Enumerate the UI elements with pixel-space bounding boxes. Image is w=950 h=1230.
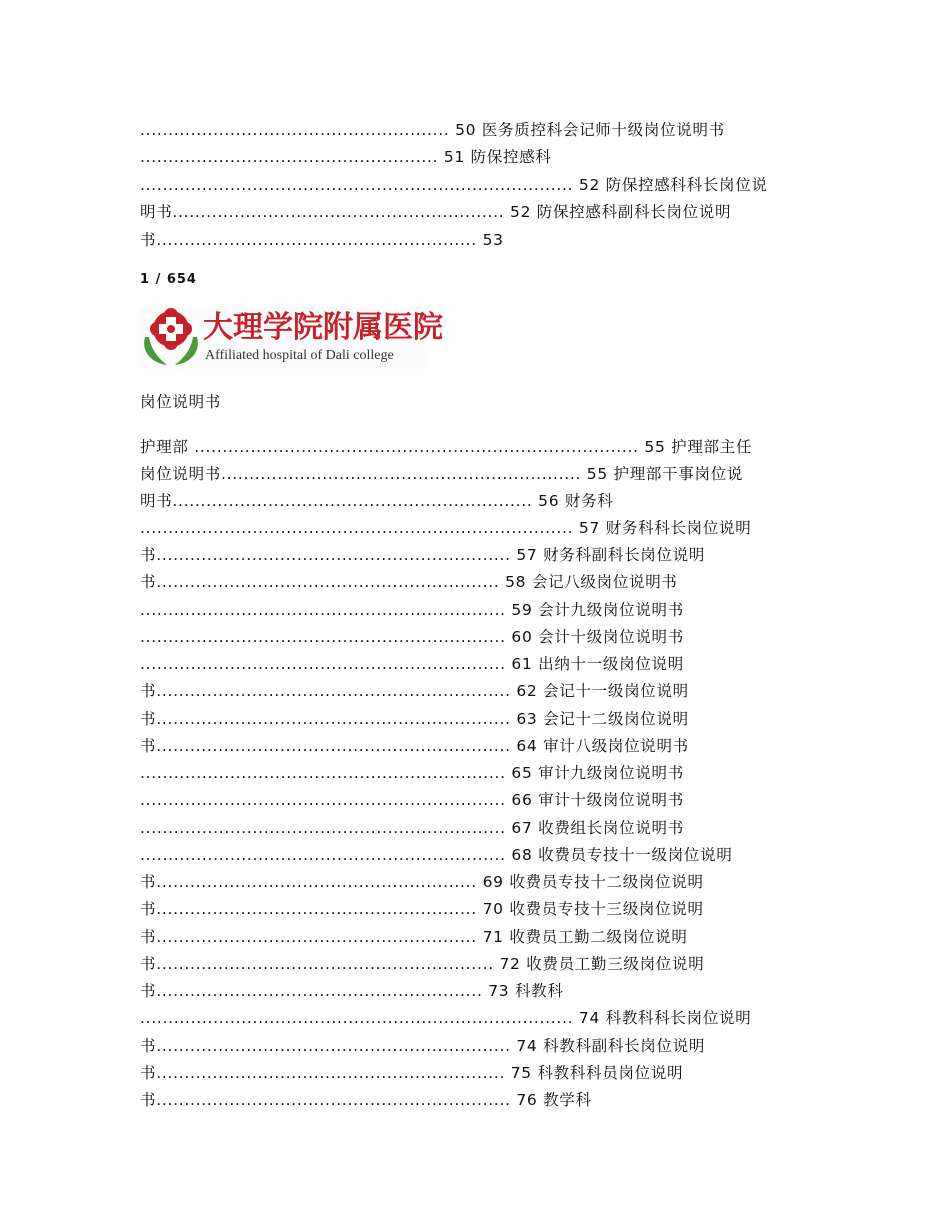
- toc-line: ............................................................................. 74 科教科科长岗位说明: [140, 1009, 752, 1027]
- toc-line: 护理部 ............................................................................... 55 护理部主任: [140, 438, 753, 456]
- toc-line: ................................................................. 68 收费员专技十一级岗位说明: [140, 846, 733, 864]
- toc-line: 书......................................................... 71 收费员工勤二级岗位说明: [140, 928, 688, 946]
- toc-line: ................................................................. 60 会计十级岗位说明书: [140, 628, 684, 646]
- toc-line: 书.......................................................... 73 科教科: [140, 982, 564, 1000]
- toc-line: 书......................................................... 69 收费员专技十二级岗位说明: [140, 873, 704, 891]
- toc-line: 书............................................................. 58 会记八级岗位说明书: [140, 573, 678, 591]
- toc-line: 书............................................................... 57 财务科副科长岗位说明: [140, 546, 706, 564]
- toc-line: 明书................................................................ 56 财务科: [140, 492, 614, 510]
- toc-line: 书............................................................... 74 科教科副科长岗位说明: [140, 1037, 706, 1055]
- red-cross-wings-icon: [139, 307, 203, 369]
- toc-line: 书......................................................... 70 收费员专技十三级岗位说明: [140, 900, 704, 918]
- toc-line: 书.............................................................. 75 科教科科员岗位说明: [140, 1064, 684, 1082]
- toc-line: ....................................................... 50 医务质控科会记师十级岗位说明书: [140, 121, 725, 139]
- logo-chinese-name: 大理学院附属医院: [203, 310, 443, 345]
- section-title: 岗位说明书: [140, 393, 222, 411]
- toc-line: 岗位说明书................................................................ 55 护理部干事岗位说: [140, 465, 744, 483]
- toc-line: ............................................................................. 52 防保控感科科长岗位说: [140, 176, 768, 194]
- toc-line: ............................................................................. 57 财务科科长岗位说明: [140, 519, 752, 537]
- toc-line: 书......................................................... 53: [140, 231, 504, 249]
- toc-line: ................................................................. 61 出纳十一级岗位说明: [140, 655, 684, 673]
- toc-line: ................................................................. 66 审计十级岗位说明书: [140, 791, 684, 809]
- page-number: 1 / 654: [140, 272, 197, 287]
- toc-line: 书............................................................ 72 收费员工勤三级岗位说明: [140, 955, 705, 973]
- toc-line: ..................................................... 51 防保控感科: [140, 148, 552, 166]
- toc-line: ................................................................. 65 审计九级岗位说明书: [140, 764, 684, 782]
- toc-line: 明书........................................................... 52 防保控感科副科长岗位说明: [140, 203, 732, 221]
- toc-line: ................................................................. 59 会计九级岗位说明书: [140, 601, 684, 619]
- toc-line: 书............................................................... 62 会记十一级岗位说明: [140, 682, 689, 700]
- toc-line: ................................................................. 67 收费组长岗位说明书: [140, 819, 684, 837]
- toc-line: 书............................................................... 63 会记十二级岗位说明: [140, 710, 689, 728]
- toc-line: 书............................................................... 64 审计八级岗位说明书: [140, 737, 689, 755]
- hospital-logo: [139, 307, 443, 369]
- toc-line: 书............................................................... 76 教学科: [140, 1091, 592, 1109]
- logo-english-name: Affiliated hospital of Dali college: [205, 348, 394, 363]
